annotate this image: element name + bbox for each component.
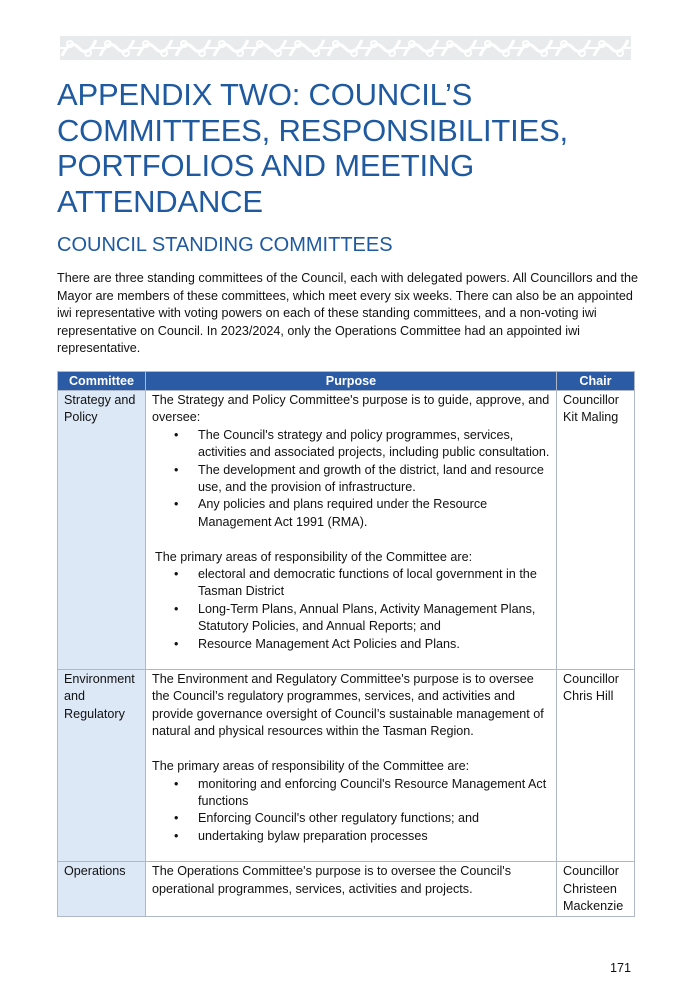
section-heading: COUNCIL STANDING COMMITTEES bbox=[57, 234, 393, 256]
chair-name: Councillor Kit Maling bbox=[557, 391, 635, 670]
responsibility-intro: The primary areas of responsibility of the Committee are: bbox=[155, 549, 473, 564]
header-purpose: Purpose bbox=[146, 372, 557, 391]
list-item: • undertaking bylaw preparation processes bbox=[198, 828, 550, 845]
intro-paragraph: There are three standing committees of the Council, each with delegated powers. All Councillors and the Mayor are members of these committees, which meet every six weeks. There can also be an appointed iwi representative with voting powers on each of these standing committees, and a non-voting iwi representative on Council. In 2023/2024, only the Operations Committee had an appointed iwi representative. bbox=[57, 271, 639, 355]
responsibility-list bbox=[152, 776, 550, 846]
committees-table bbox=[57, 371, 635, 917]
committee-name: Environment and Regulatory bbox=[58, 670, 146, 862]
purpose-cell bbox=[146, 670, 557, 862]
responsibility-list bbox=[152, 566, 550, 653]
purpose-intro: The Environment and Regulatory Committee's purpose is to oversee the Council’s regulatory programmes, services, and activities and provide governance oversight of Council’s sustainable management of natural and physical resources within the Tasman Region. bbox=[152, 672, 544, 739]
table-row bbox=[58, 862, 635, 917]
page-number: 171 bbox=[610, 961, 632, 975]
list-item: • The Council's strategy and policy programmes, services, activities and associated projects, including public consultation. bbox=[198, 427, 550, 462]
purpose-intro: The Strategy and Policy Committee's purpose is to guide, approve, and oversee: bbox=[152, 393, 550, 425]
list-item: • electoral and democratic functions of local government in the Tasman District bbox=[198, 566, 550, 601]
header-committee: Committee bbox=[58, 372, 146, 391]
decorative-pattern-banner bbox=[60, 36, 631, 60]
header-chair: Chair bbox=[557, 372, 635, 391]
committee-name: Operations bbox=[58, 862, 146, 917]
purpose-intro: The Operations Committee's purpose is to oversee the Council's operational programmes, services, activities and projects. bbox=[152, 864, 512, 896]
committee-name: Strategy and Policy bbox=[58, 391, 146, 670]
list-item: • Resource Management Act Policies and Plans. bbox=[198, 636, 550, 653]
list-item: • The development and growth of the district, land and resource use, and the provision of infrastructure. bbox=[198, 462, 550, 497]
list-item: • Long-Term Plans, Annual Plans, Activity Management Plans, Statutory Policies, and Annual Reports; and bbox=[198, 601, 550, 636]
purpose-cell bbox=[146, 862, 557, 917]
table-row bbox=[58, 391, 635, 670]
responsibility-intro: The primary areas of responsibility of the Committee are: bbox=[152, 759, 470, 774]
list-item: • Enforcing Council's other regulatory functions; and bbox=[198, 810, 550, 827]
list-item: • monitoring and enforcing Council's Resource Management Act functions bbox=[198, 776, 550, 811]
table-row bbox=[58, 670, 635, 862]
page-title: APPENDIX TWO: COUNCIL’S COMMITTEES, RESPONSIBILITIES, PORTFOLIOS AND MEETING ATTENDANCE bbox=[57, 77, 568, 219]
purpose-list bbox=[152, 427, 550, 531]
chair-name: Councillor Chris Hill bbox=[557, 670, 635, 862]
purpose-cell bbox=[146, 391, 557, 670]
table-header-row bbox=[58, 372, 635, 391]
list-item: • Any policies and plans required under the Resource Management Act 1991 (RMA). bbox=[198, 496, 550, 531]
kowhaiwhai-pattern-icon bbox=[60, 36, 631, 60]
chair-name: Councillor Christeen Mackenzie bbox=[557, 862, 635, 917]
